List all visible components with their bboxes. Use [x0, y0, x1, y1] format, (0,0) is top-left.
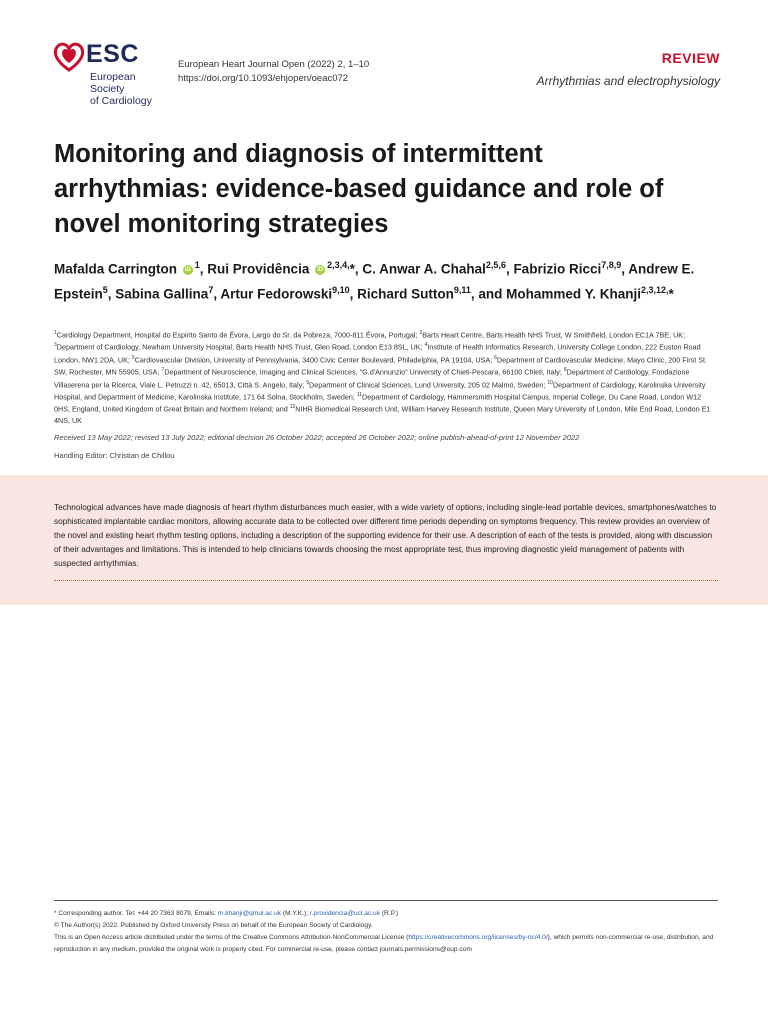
author-name[interactable]: , Rui Providência	[199, 261, 310, 277]
affiliation-number: 3	[54, 342, 57, 349]
author-affiliation-ref: 7	[208, 284, 214, 295]
author-name[interactable]: , Sabina Gallina	[107, 286, 209, 301]
affiliation-text: Cardiovascular Division, University of Pennsylvania, 3400 Civic Center Boulevard, Philadelphia, PA 19104, USA;	[134, 355, 495, 365]
affiliation-number: 6	[494, 354, 497, 361]
affiliation-text: Institute of Health Informatics Research, University College London, 222 Euston Road London, NW1 2DA, UK;	[54, 342, 701, 365]
author-name[interactable]: Mafalda Carrington	[54, 261, 178, 277]
affiliation-text: Department of Neuroscience, Imaging and Clinical Sciences, "G.d'Annunzio" University of Chieti-Pescara, 66100 Chieti, Italy;	[164, 367, 564, 377]
affiliation-text: Department of Cardiology, Karolinska University Hospital, and Department of Medicine, Karolinska Institute, 171 64 Solna, Stockholm, Sweden;	[54, 379, 706, 402]
license-link[interactable]: https://creativecommons.org/licenses/by-nc/4.0/	[408, 934, 548, 941]
handling-editor: Handling Editor: Christian de Chillou	[54, 451, 175, 460]
affiliation-text: Department of Clinical Sciences, Lund University, 205 02 Malmö, Sweden;	[309, 379, 548, 389]
author-affiliation-ref: 2,3,4,	[327, 260, 350, 270]
abstract-divider	[54, 580, 718, 581]
society-line-2: of Cardiology	[90, 95, 152, 107]
author-affiliation-ref: 2,5,6	[485, 260, 506, 270]
paper-title: Monitoring and diagnosis of intermittent arrhythmias: evidence-based guidance and role of novel monitoring strategies	[54, 140, 664, 238]
email-link[interactable]: r.providencia@ucl.ac.uk	[309, 910, 380, 917]
article-type: REVIEW	[661, 50, 720, 66]
affiliation-text: Department of Cardiology, Fondazione Villaserena per la Ricerca, Viale L. Petruzzi n. 42, 65013, Città S. Angelo, Italy;	[54, 367, 690, 389]
heart-logo-icon	[52, 40, 86, 74]
affiliation-number: 9	[306, 379, 310, 386]
author-affiliation-ref: 9,10	[332, 284, 350, 295]
affiliation-text: Department of Cardiology, Newham University Hospital, Barts Health NHS Trust, Glen Road, London E13 8SL, UK;	[56, 342, 425, 352]
author-affiliation-ref: 1	[194, 260, 200, 270]
author-affiliation-ref: 7,8,9	[601, 260, 622, 270]
journal-citation	[178, 58, 369, 86]
author-affiliation-ref: 2,3,12,	[640, 284, 669, 295]
affiliation-number: 12	[289, 404, 296, 411]
author-name[interactable]: *, C. Anwar A. Chahal	[349, 261, 486, 277]
copyright-note: © The Author(s) 2022. Published by Oxford University Press on behalf of the European Society of Cardiology.	[54, 922, 373, 929]
author-name[interactable]: , and Mohammed Y. Khanji	[470, 286, 641, 301]
corresponding-author-note: * Corresponding author. Tel: +44 20 7363 8079, Emails:	[54, 910, 218, 917]
affiliation-number: 5	[131, 354, 135, 361]
email-link[interactable]: m.khanji@qmul.ac.uk	[217, 910, 282, 917]
author-name[interactable]: , Andrew E. Epstein	[54, 261, 695, 301]
corresponding-marker: *	[668, 286, 674, 301]
affiliation-text: Department of Cardiology, Hammersmith Hospital Campus, Imperial College, Du Cane Road, London W12 0HS, England, United Kingdom of Great Britain and Northern Ireland; and	[54, 392, 702, 414]
author-list	[54, 255, 714, 304]
abstract-text: Technological advances have made diagnosis of heart rhythm disturbances much easier, with a wide variety of options, including single-lead portable devices, smartphones/watches to sophisticated implantable cardiac monitors, allowing accurate data to be collected over different time periods depending on symptoms frequency. This review provides an overview of the novel and existing heart rhythm testing options, including a description of the supporting evidence for their use. A description of each of the tests is provided, along with discussion of their advantages and limitations. This is intended to help clinicians towards choosing the most appropriate test, thus improving diagnostic yield management of patients with suspected arrhythmias.	[54, 503, 717, 568]
affiliation-text: Cardiology Department, Hospital do Espirito Santo de Évora, Largo do Sr. da Pobreza, 7000-811 Évora, Portugal;	[56, 330, 420, 340]
footnote-text: (R.P.)	[380, 910, 399, 917]
affiliation-number: 2	[419, 330, 423, 336]
license-text: This is an Open Access article distributed under the terms of the Creative Commons Attribution-NonCommercial License (	[54, 934, 409, 941]
orcid-icon[interactable]: iD	[317, 266, 324, 273]
esc-logo	[52, 40, 172, 107]
author-name[interactable]: , Fabrizio Ricci	[505, 261, 602, 277]
license-text: ), which permits non-commercial re-use, distribution, and reproduction in any medium, provided the original work is properly cited. For commercial re-use, please contact journals.permissions@oup.com	[54, 934, 714, 953]
footnotes	[54, 908, 718, 956]
footnote-text: (M.Y.K.);	[281, 910, 310, 917]
article-dates: Received 13 May 2022; revised 13 July 2022; editorial decision 26 October 2022; accepted 26 October 2022; online publish-ahead-of-print 12 November 2022	[54, 433, 580, 442]
author-name[interactable]: , Artur Fedorowski	[213, 286, 333, 301]
affiliations	[54, 328, 718, 426]
affiliation-text: Barts Heart Centre, Barts Health NHS Trust, W Smithfield, London EC1A 7BE, UK;	[422, 330, 686, 340]
affiliation-number: 8	[563, 367, 567, 374]
logo-society-name	[90, 71, 172, 107]
author-name[interactable]: , Richard Sutton	[349, 286, 454, 301]
footnote-divider	[54, 900, 718, 901]
affiliation-number: 11	[356, 391, 363, 398]
article-section: Arrhythmias and electrophysiology	[536, 74, 720, 88]
citation-line: European Heart Journal Open (2022) 2, 1–10	[178, 59, 370, 70]
author-affiliation-ref: 9,11	[453, 284, 471, 295]
affiliation-number: 4	[424, 342, 428, 349]
affiliation-text: Department of Cardiovascular Medicine, Mayo Clinic, 200 First St. SW, Rochester, MN 55905, USA;	[54, 355, 708, 377]
affiliation-number: 1	[54, 330, 57, 336]
society-line-1: European Society	[90, 71, 136, 95]
orcid-icon[interactable]: iD	[184, 266, 191, 273]
affiliation-text: NIHR Biomedical Research Unit, William Harvey Research Institute, Queen Mary University of London, Mile End Road, London E1 4NS, UK	[54, 404, 711, 425]
logo-wordmark: ESC	[86, 40, 139, 68]
affiliation-number: 10	[547, 379, 553, 386]
affiliation-number: 7	[161, 367, 165, 374]
doi-link[interactable]: https://doi.org/10.1093/ehjopen/oeac072	[178, 73, 349, 84]
author-affiliation-ref: 5	[102, 284, 108, 295]
